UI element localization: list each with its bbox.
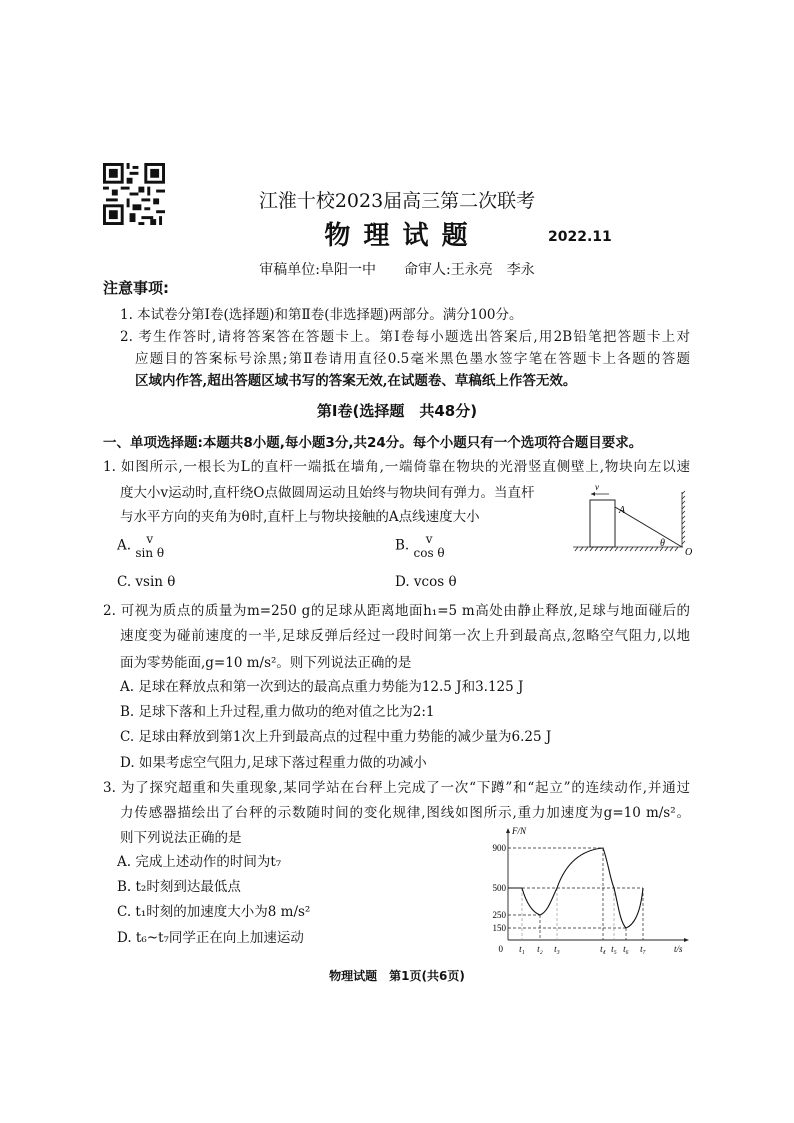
reviewers: 审稿单位:阜阳一中 命审人:王永亮 李永: [259, 262, 535, 278]
x-axis-label: t/s: [674, 944, 683, 954]
x-tick-t7: t₇: [640, 944, 646, 954]
q2-option-c: C. 足球由释放到第1次上升到最高点的过程中重力势能的减少量为6.25 J: [120, 729, 552, 745]
q1-option-a: [117, 532, 164, 560]
label-v: v: [595, 482, 599, 492]
ground: [573, 547, 683, 551]
y-tick-900: 900: [492, 843, 506, 853]
q3-option-d: D. t₆~t₇同学正在向上加速运动: [117, 930, 304, 946]
label-a: A: [619, 505, 626, 516]
q2-option-d: D. 如果考虑空气阻力,足球下落过程重力做的功减小: [120, 755, 427, 771]
q1-option-b: [395, 532, 445, 560]
origin-label: 0: [498, 944, 503, 954]
note-line: 1. 本试卷分第Ⅰ卷(选择题)和第Ⅱ卷(非选择题)两部分。满分100分。: [120, 307, 523, 323]
q2-option-a: A. 足球在释放点和第一次到达的最高点重力势能为12.5 J和3.125 J: [120, 679, 524, 695]
question-2-text: 面为零势能面,g=10 m/s²。则下列说法正确的是: [120, 655, 412, 671]
x-tick-t1: t₁: [519, 944, 525, 954]
note-line: 2. 考生作答时,请将答案答在答题卡上。第Ⅰ卷每小题选出答案后,用2B铅笔把答题卡上对: [120, 329, 690, 345]
axis-arrows: [506, 828, 689, 942]
guide-lines: [508, 848, 643, 940]
q3-option-b: B. t₂时刻到达最低点: [117, 879, 241, 895]
note-line: 区域内作答,超出答题区域书写的答案无效,在试题卷、草稿纸上作答无效。: [135, 373, 577, 389]
exam-date: 2022.11: [548, 229, 612, 245]
q1-option-c: C. vsin θ: [117, 574, 176, 590]
q3-option-c: C. t₁时刻的加速度大小为8 m/s²: [117, 904, 311, 920]
q3-option-a: A. 完成上述动作的时间为t₇: [117, 854, 282, 870]
option-label: A.: [117, 537, 132, 554]
numerator: v: [146, 532, 154, 546]
y-axis-label: F/N: [512, 826, 527, 836]
y-tick-150: 150: [492, 923, 506, 933]
question-2-text: 2. 可视为质点的质量为m=250 g的足球从距离地面h₁=5 m高处由静止释放,足球与地面碰后的: [103, 603, 690, 619]
note-line: 应题目的答案标号涂黑;第Ⅱ卷请用直径0.5毫米黑色墨水签字笔在答题卡上各题的答题: [135, 351, 690, 367]
exam-name: 江淮十校2023届高三第二次联考: [258, 190, 536, 212]
denominator: sin θ: [135, 546, 165, 560]
denominator: cos θ: [413, 546, 445, 560]
section-title: 第Ⅰ卷(选择题 共48分): [316, 402, 478, 420]
q1-figure: [565, 480, 695, 560]
x-tick-t4: t₄: [600, 944, 606, 954]
y-tick-250: 250: [492, 910, 506, 920]
notes-heading: 注意事项:: [103, 279, 169, 297]
question-1-text: 与水平方向的夹角为θ时,直杆上与物块接触的A点线速度大小: [120, 509, 480, 525]
option-label: B.: [395, 537, 410, 554]
page-footer: 物理试题 第1页(共6页): [329, 969, 465, 983]
x-tick-t6: t₆: [623, 944, 629, 954]
q2-option-b: B. 足球下落和上升过程,重力做功的绝对值之比为2:1: [120, 704, 435, 720]
page-title: 物 理 试 题: [324, 221, 470, 251]
q3-force-time-graph: [470, 822, 694, 957]
part-heading: 一、单项选择题:本题共8小题,每小题3分,共24分。每个小题只有一个选项符合题目要求。: [103, 435, 643, 451]
wall: [682, 491, 685, 547]
question-1-text: 度大小v运动时,直杆绕O点做圆周运动且始终与物块间有弹力。当直杆: [120, 485, 535, 501]
question-3-text: 则下列说法正确的是: [120, 830, 242, 846]
question-3-text: 力传感器描绘出了台秤的示数随时间的变化规律,图线如图所示,重力加速度为g=10 m/s²。: [120, 805, 690, 821]
numerator: v: [425, 532, 433, 546]
block: [590, 500, 615, 547]
label-theta: θ: [660, 538, 665, 549]
question-1-text: 1. 如图所示,一根长为L的直杆一端抵在墙角,一端倚靠在物块的光滑竖直侧壁上,物块向左以速: [103, 459, 690, 475]
label-o: O: [685, 547, 693, 558]
fraction: [414, 532, 445, 560]
y-tick-500: 500: [492, 883, 506, 893]
q1-option-d: D. vcos θ: [395, 574, 457, 590]
x-tick-t2: t₂: [537, 944, 543, 954]
x-tick-t3: t₃: [554, 944, 560, 954]
question-2-text: 速度变为碰前速度的一半,足球反弹后经过一段时间第一次上升到最高点,忽略空气阻力,以地: [120, 628, 690, 644]
x-tick-t5: t₅: [611, 944, 617, 954]
fraction: [135, 532, 164, 560]
question-3-text: 3. 为了探究超重和失重现象,某同学站在台秤上完成了一次“下蹲”和“起立”的连续动作,并通过: [103, 780, 690, 796]
